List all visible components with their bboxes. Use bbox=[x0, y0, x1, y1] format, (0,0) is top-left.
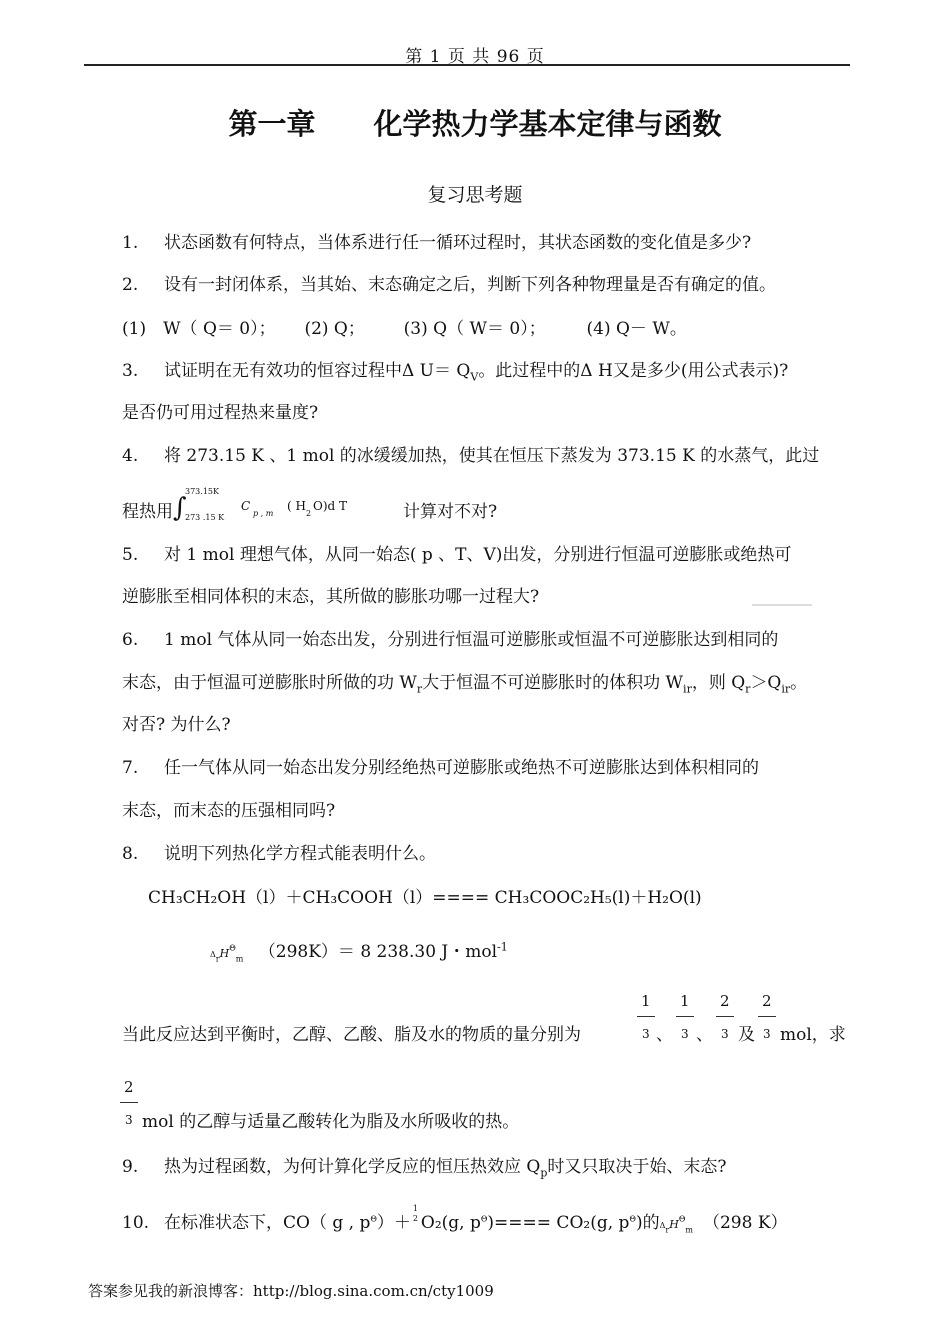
subscript-ir: ir bbox=[781, 682, 791, 696]
fraction-numerator: 1 bbox=[412, 1204, 418, 1213]
question-number: 1. bbox=[122, 233, 139, 253]
enthalpy-expression bbox=[210, 937, 508, 963]
question-number: 4. bbox=[122, 446, 139, 466]
question-4-line-2 bbox=[122, 486, 498, 523]
question-3 bbox=[122, 356, 788, 383]
separator: 、 bbox=[656, 1025, 673, 1045]
question-text: 在标准状态下，CO（ g , p bbox=[164, 1213, 371, 1233]
standard-state-sup: Θ bbox=[370, 1214, 377, 1224]
option-1: (1) W（ Q＝ 0）； bbox=[122, 319, 276, 339]
chapter-name: 化学热力学基本定律与函数 bbox=[373, 107, 722, 141]
question-text: 设有一封闭体系，当其始、末态确定之后，判断下列各种物理量是否有确定的值。 bbox=[164, 275, 776, 295]
question-2 bbox=[122, 270, 776, 295]
delta-symbol: Δ bbox=[659, 1221, 666, 1230]
fraction-denominator: 3 bbox=[762, 1027, 771, 1041]
subscript-r: r bbox=[416, 682, 423, 696]
standard-state-sup: Θ bbox=[629, 1214, 636, 1224]
fraction-denominator: 2 bbox=[412, 1214, 418, 1223]
question-text: ）＋ bbox=[376, 1213, 411, 1233]
fraction-denominator: 3 bbox=[641, 1027, 650, 1041]
question-text: 计算对不对? bbox=[403, 502, 498, 522]
question-5 bbox=[122, 540, 791, 565]
question-text: )的 bbox=[635, 1213, 660, 1233]
integrand-c: C bbox=[241, 498, 251, 513]
subscript-ir: ir bbox=[683, 682, 692, 696]
question-text-b: 。此过程中的Δ H又是多少(用公式表示)? bbox=[478, 361, 789, 381]
integrand-h2-sub: 2 bbox=[306, 508, 312, 518]
question-number: 2. bbox=[122, 275, 139, 295]
question-text: 状态函数有何特点，当体系进行任一循环过程时，其状态函数的变化值是多少? bbox=[164, 233, 752, 253]
molar-sub: m bbox=[685, 1225, 693, 1235]
footer-note: 答案参见我的新浪博客：http://blog.sina.com.cn/cty1009 bbox=[88, 1282, 494, 1300]
text-part: 大于恒温不可逆膨胀时的体积功 W bbox=[422, 673, 684, 693]
question-2-options bbox=[122, 314, 687, 339]
separator: 及 bbox=[738, 1025, 755, 1045]
question-text: 程热用 bbox=[122, 502, 173, 522]
question-text: 时又只取决于始、末态? bbox=[547, 1157, 727, 1177]
question-6-line-2 bbox=[122, 668, 807, 695]
chapter-number: 第一章 bbox=[228, 107, 316, 141]
question-7-line-2: 末态，而末态的压强相同吗? bbox=[122, 801, 336, 821]
integral-sign-icon: ∫ bbox=[173, 492, 187, 523]
question-8-equilibrium-line: 当此反应达到平衡时，乙醇、乙酸、脂及水的物质的量分别为 bbox=[122, 1025, 581, 1045]
question-number: 6. bbox=[122, 630, 139, 650]
standard-state-sup: Θ bbox=[480, 1214, 488, 1224]
fraction-2-3 bbox=[120, 1078, 138, 1127]
fraction-denominator: 3 bbox=[720, 1027, 729, 1041]
subscript-r: r bbox=[745, 682, 751, 696]
question-7 bbox=[122, 753, 759, 778]
fraction-numerator: 2 bbox=[716, 992, 734, 1017]
question-4 bbox=[122, 441, 819, 466]
standard-state-sup: Θ bbox=[678, 1214, 686, 1224]
question-text: （298 K） bbox=[702, 1213, 788, 1233]
question-3-line-2: 是否仍可用过程热来量度? bbox=[122, 403, 319, 423]
question-number: 5. bbox=[122, 545, 139, 565]
integral-upper-limit: 373.15K bbox=[185, 486, 219, 496]
question-text: 1 mol 气体从同一始态出发，分别进行恒温可逆膨胀或恒温不可逆膨胀达到相同的 bbox=[164, 630, 779, 650]
subscript-v: V bbox=[470, 370, 479, 384]
question-9 bbox=[122, 1152, 727, 1179]
text-part: ，则 Q bbox=[691, 673, 746, 693]
molar-sub: m bbox=[235, 954, 244, 964]
question-6-line-3: 对否? 为什么? bbox=[122, 715, 231, 735]
scan-artifact bbox=[752, 604, 812, 606]
enthalpy-h: H bbox=[669, 1218, 679, 1231]
question-10 bbox=[122, 1204, 788, 1235]
question-text: 将 273.15 K 、1 mol 的冰缓缓加热，使其在恒压下蒸发为 373.15 K 的水蒸气，此过 bbox=[164, 446, 820, 466]
chapter-title bbox=[0, 102, 950, 143]
integrand-end: O)d T bbox=[313, 498, 348, 513]
unit-text: mol，求 bbox=[780, 1025, 846, 1045]
header-divider bbox=[84, 64, 850, 66]
question-number: 7. bbox=[122, 758, 139, 778]
fraction-1-3 bbox=[637, 992, 655, 1041]
question-8-last-line: mol 的乙醇与适量乙酸转化为脂及水所吸收的热。 bbox=[142, 1112, 520, 1132]
fraction-2-3 bbox=[758, 992, 776, 1041]
question-text: )==== CO₂(g, p bbox=[487, 1213, 630, 1233]
section-title: 复习思考题 bbox=[427, 184, 523, 206]
subscript-p: p bbox=[540, 1166, 548, 1180]
question-text: 任一气体从同一始态出发分别经绝热可逆膨胀或绝热不可逆膨胀达到体积相同的 bbox=[164, 758, 759, 778]
question-text: O₂(g, p bbox=[420, 1213, 481, 1233]
integrand-sub: p , m bbox=[253, 508, 274, 518]
page-number-header: 第 1 页 共 96 页 bbox=[405, 47, 545, 67]
option-3: (3) Q（ W＝ 0）； bbox=[403, 319, 546, 339]
fraction-2-3 bbox=[716, 992, 734, 1041]
option-2: (2) Q； bbox=[304, 319, 365, 339]
question-number: 10. bbox=[122, 1213, 150, 1233]
question-text-a: 试证明在无有效功的恒容过程中Δ U＝ Q bbox=[164, 361, 471, 381]
integrand-h: ( H bbox=[287, 498, 306, 513]
separator: 、 bbox=[696, 1025, 713, 1045]
question-6 bbox=[122, 625, 778, 650]
fraction-numerator: 1 bbox=[637, 992, 655, 1017]
question-1 bbox=[122, 228, 751, 253]
fraction-numerator: 2 bbox=[120, 1078, 138, 1103]
question-number: 9. bbox=[122, 1157, 139, 1177]
text-part: 末态，由于恒温可逆膨胀时所做的功 W bbox=[122, 673, 417, 693]
fraction-denominator: 3 bbox=[124, 1113, 133, 1127]
question-text: 热为过程函数，为何计算化学反应的恒压热效应 Q bbox=[164, 1157, 541, 1177]
integral-lower-limit: 273 .15 K bbox=[185, 512, 225, 522]
fraction-1-2 bbox=[411, 1204, 421, 1224]
standard-state-sup: Θ bbox=[229, 943, 236, 953]
question-5-line-2: 逆膨胀至相同体积的末态，其所做的膨胀功哪一过程大? bbox=[122, 587, 540, 607]
question-8 bbox=[122, 839, 436, 864]
enthalpy-value: （298K）＝ 8 238.30 J・mol bbox=[258, 942, 498, 962]
fraction-denominator: 3 bbox=[680, 1027, 689, 1041]
delta-symbol: Δ bbox=[210, 950, 216, 959]
question-text: 说明下列热化学方程式能表明什么。 bbox=[164, 844, 436, 864]
fraction-numerator: 2 bbox=[758, 992, 776, 1017]
enthalpy-h: H bbox=[219, 947, 230, 960]
question-text: 对 1 mol 理想气体，从同一始态( p 、T、V)出发，分别进行恒温可逆膨胀或绝热可 bbox=[164, 545, 792, 565]
question-number: 3. bbox=[122, 361, 139, 381]
text-part: 。 bbox=[790, 673, 808, 693]
text-part: ＞Q bbox=[750, 673, 782, 693]
question-number: 8. bbox=[122, 844, 139, 864]
chemical-equation: CH₃CH₂OH（l）＋CH₃COOH（l）==== CH₃COOC₂H₅(l)＋H₂O(l) bbox=[148, 888, 702, 908]
fraction-1-3 bbox=[676, 992, 694, 1041]
option-4: (4) Q－ W。 bbox=[586, 319, 687, 339]
fraction-numerator: 1 bbox=[676, 992, 694, 1017]
delta-sub: r bbox=[665, 1225, 670, 1235]
integral-expression bbox=[173, 486, 403, 523]
delta-sub: r bbox=[215, 954, 220, 964]
unit-exponent: -1 bbox=[497, 940, 508, 954]
